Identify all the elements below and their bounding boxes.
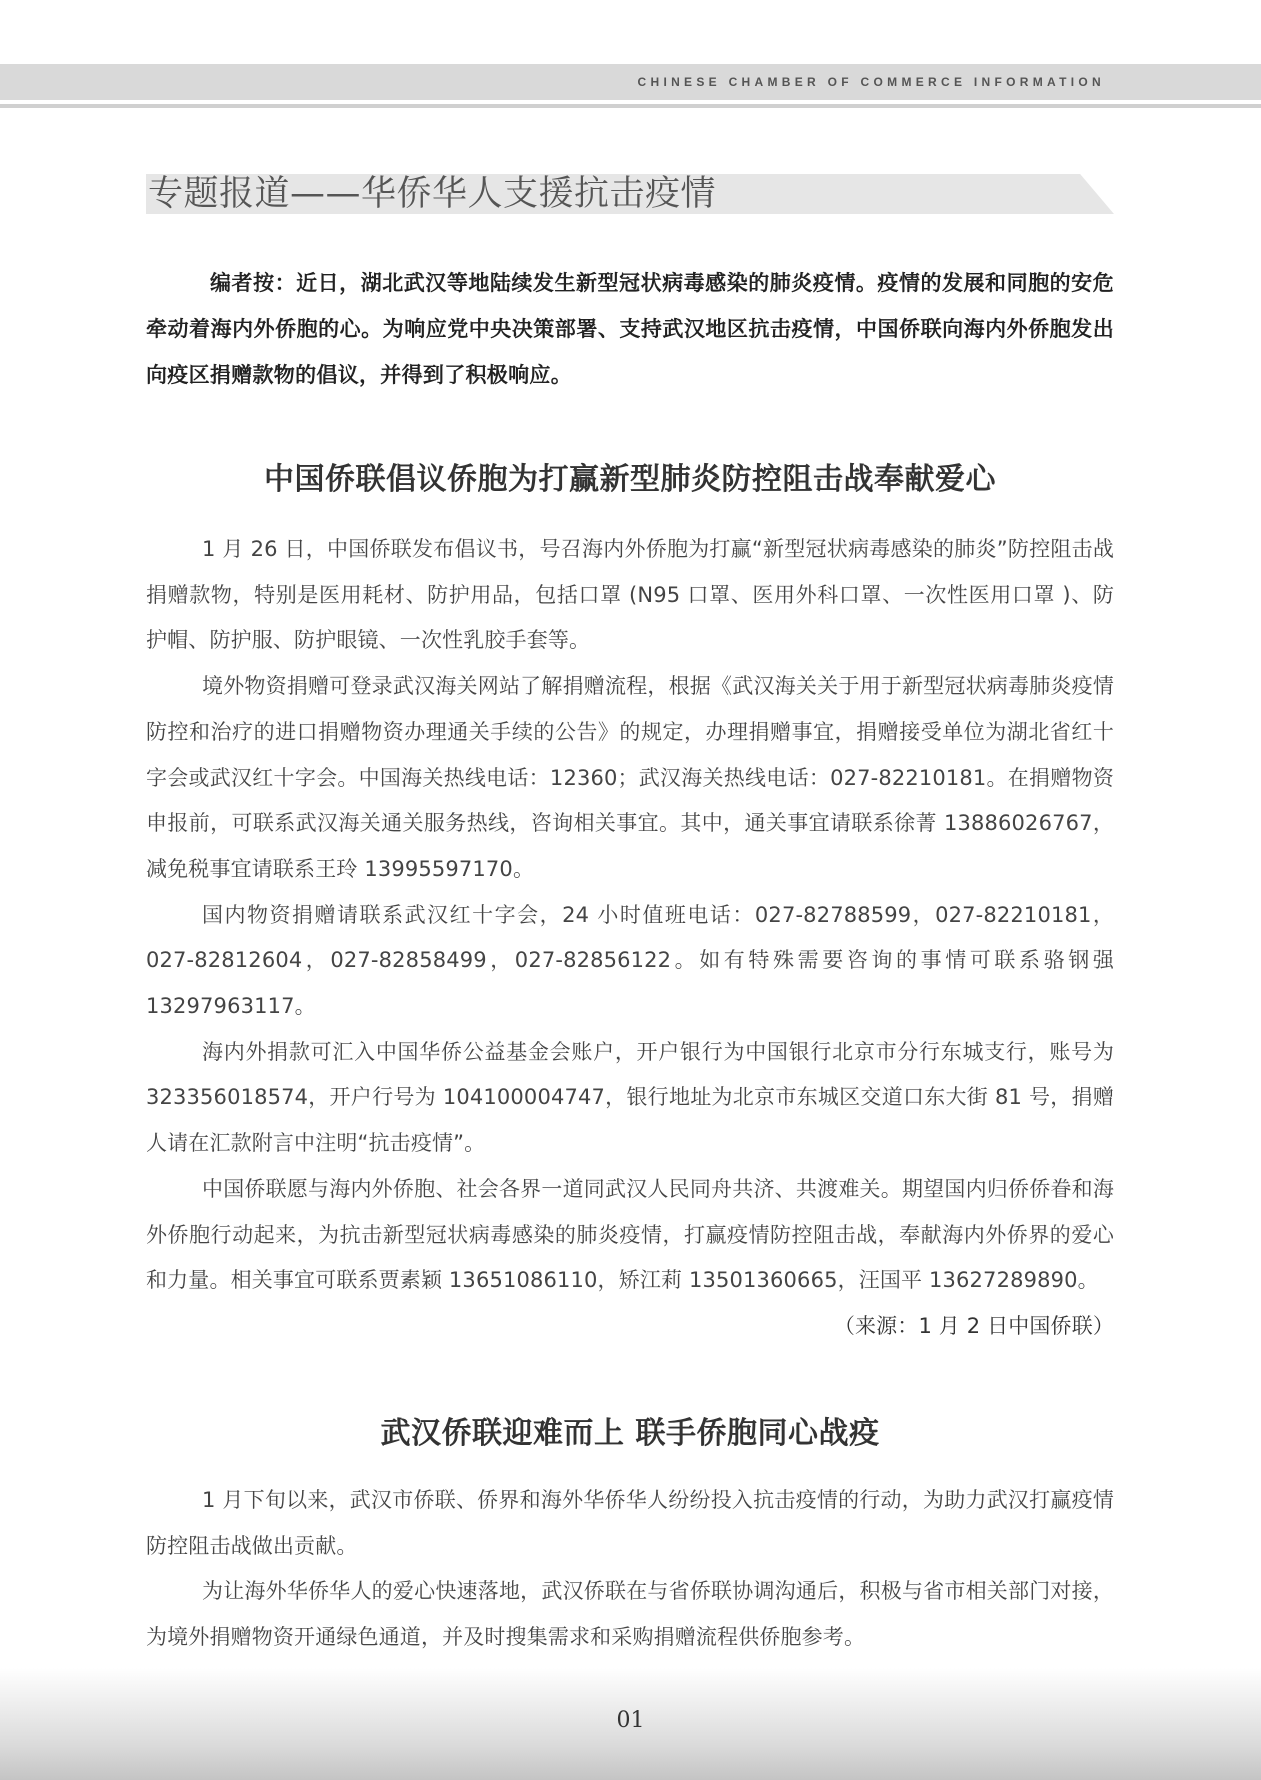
article-2-title: 武汉侨联迎难而上 联手侨胞同心战疫 (380, 1416, 880, 1451)
article-1-paragraph: 国内物资捐赠请联系武汉红十字会，24 小时值班电话：027-82788599，027-82210181，027-82812604，027-82858499，027-82856122。如有特殊需要咨询的事情可联系骆钢强 13297963117。 (146, 902, 1114, 1019)
header-band (0, 64, 1261, 100)
article-1-paragraph: 海内外捐款可汇入中国华侨公益基金会账户，开户银行为中国银行北京市分行东城支行，账号为 323356018574，开户行号为 104100004747，银行地址为北京市东城区交道口东大街 81 号，捐赠人请在汇款附言中注明“抗击疫情”。 (146, 1039, 1114, 1156)
article-1-title: 中国侨联倡议侨胞为打赢新型肺炎防控阻击战奉献爱心 (264, 462, 996, 497)
article-2-paragraph: 为让海外华侨华人的爱心快速落地，武汉侨联在与省侨联协调沟通后，积极与省市相关部门对接，为境外捐赠物资开通绿色通道，并及时搜集需求和采购捐赠流程供侨胞参考。 (146, 1579, 1114, 1650)
section-title: 专题报道——华侨华人支援抗击疫情 (148, 174, 717, 214)
article-1-paragraph: 境外物资捐赠可登录武汉海关网站了解捐赠流程，根据《武汉海关关于用于新型冠状病毒肺炎疫情防控和治疗的进口捐赠物资办理通关手续的公告》的规定，办理捐赠事宜，捐赠接受单位为湖北省红十字会或武汉红十字会。中国海关热线电话：12360；武汉海关热线电话：027-82210181。在捐赠物资申报前，可联系武汉海关通关服务热线，咨询相关事宜。其中，通关事宜请联系徐菁 13886026767，减免税事宜请联系王玲 13995597170。 (146, 674, 1114, 881)
article-1-paragraph: 1 月 26 日，中国侨联发布倡议书，号召海内外侨胞为打赢“新型冠状病毒感染的肺炎”防控阻击战捐赠款物，特别是医用耗材、防护用品，包括口罩 (N95 口罩、医用外科口罩、一次性医用口罩 )、防护帽、防护服、防护眼镜、一次性乳胶手套等。 (146, 537, 1114, 653)
article-2-body (146, 1478, 1114, 1661)
article-1-paragraph-text: 中国侨联愿与海内外侨胞、社会各界一道同武汉人民同舟共济、共渡难关。期望国内归侨侨眷和海外侨胞行动起来，为抗击新型冠状病毒感染的肺炎疫情，打赢疫情防控阻击战，奉献海内外侨界的爱心和力量。相关事宜可联系贾素颖 13651086110，矫江莉 13501360665，汪国平 13627289890。 (146, 1176, 1114, 1293)
article-2-paragraph: 1 月下旬以来，武汉市侨联、侨界和海外华侨华人纷纷投入抗击疫情的行动，为助力武汉打赢疫情防控阻击战做出贡献。 (146, 1488, 1114, 1558)
article-1-paragraph (146, 1167, 1114, 1338)
page-number: 01 (616, 1708, 645, 1733)
editor-note: 编者按：近日，湖北武汉等地陆续发生新型冠状病毒感染的肺炎疫情。疫情的发展和同胞的安危牵动着海内外侨胞的心。为响应党中央决策部署、支持武汉地区抗击疫情，中国侨联向海内外侨胞发出向疫区捐赠款物的倡议，并得到了积极响应。 (146, 271, 1114, 387)
article-1-source: （来源：1 月 2 日中国侨联） (833, 1313, 1114, 1338)
article-1-body (146, 527, 1114, 1350)
publication-name: CHINESE CHAMBER OF COMMERCE INFORMATION (637, 75, 1105, 89)
